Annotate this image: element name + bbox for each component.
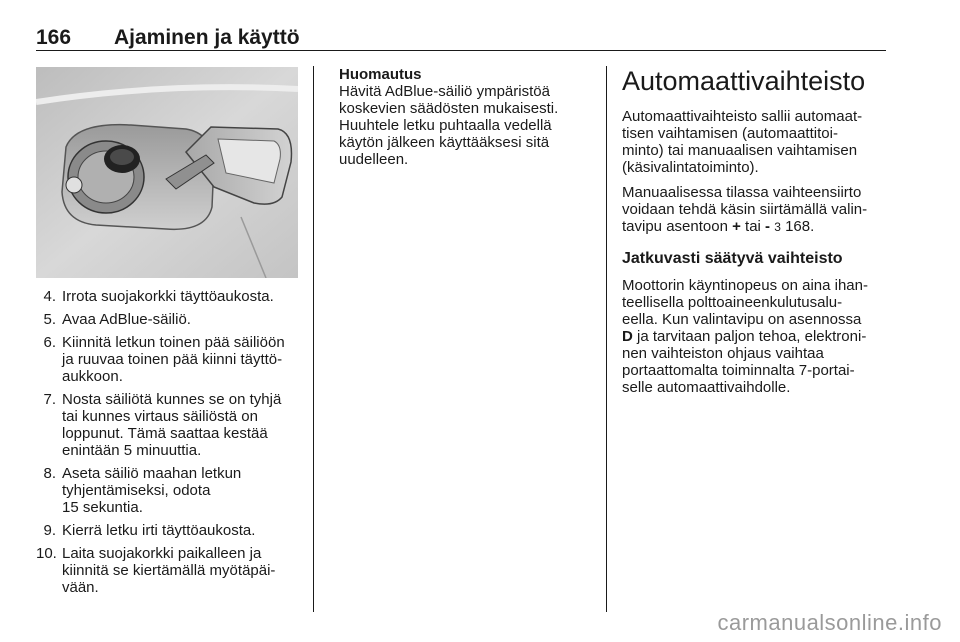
paragraph-text: Manuaalisessa tilassa vaihteensiirto voidaan tehdä käsin siirtämällä valin- tavipu asentoon bbox=[622, 184, 868, 235]
list-item bbox=[36, 545, 300, 596]
section-paragraph: Automaattivaihteisto sallii automaat- tisen vaihtamisen (automaattitoi- minto) tai manuaalisen vaihtamisen (käsivalintatoiminto). bbox=[622, 108, 863, 176]
illustration-filler-flap bbox=[36, 67, 298, 278]
paragraph-text: Moottorin käyntinopeus on aina ihan- teellisella polttoaineenkulutusalu- eella. Kun valintavipu on asennossa bbox=[622, 277, 868, 328]
note-title: Huomautus bbox=[339, 66, 422, 83]
header-divider bbox=[36, 50, 886, 51]
subsection-paragraph bbox=[622, 277, 890, 396]
page-header bbox=[36, 26, 886, 52]
section-title: Automaattivaihteisto bbox=[622, 66, 866, 96]
step-number: 7. bbox=[43, 391, 56, 408]
column-divider-2 bbox=[606, 66, 607, 612]
step-text: Kiinnitä letkun toinen pää säiliöön ja ruuvaa toinen pää kiinni täyttö- aukkoon. bbox=[62, 334, 285, 385]
list-item bbox=[36, 391, 300, 459]
step-text: Kierrä letku irti täyttöaukosta. bbox=[62, 522, 256, 539]
section-automatic-transmission bbox=[622, 66, 890, 404]
list-item bbox=[36, 288, 300, 305]
paragraph-text: ja tarvitaan paljon tehoa, elektroni- nen vaihteiston ohjaus vaihtaa portaattomalta toiminnalta 7-portai- selle automaattivaihdolle. bbox=[622, 328, 867, 396]
step-text: Nosta säiliötä kunnes se on tyhjä tai kunnes virtaus säiliöstä on loppunut. Tämä saattaa kestää enintään 5 minuuttia. bbox=[62, 391, 282, 459]
note-body: Hävitä AdBlue-säiliö ympäristöä koskevien säädösten mukaisesti. Huuhtele letku puhtaalla vedellä käytön jälkeen käyttääksesi sitä uudelleen. bbox=[339, 83, 559, 168]
gear-d-label: D bbox=[622, 328, 633, 345]
step-number: 4. bbox=[43, 288, 56, 305]
subsection-title: Jatkuvasti säätyvä vaihteisto bbox=[622, 250, 843, 267]
step-text: Aseta säiliö maahan letkun tyhjentämiseksi, odota 15 sekuntia. bbox=[62, 465, 242, 516]
list-item bbox=[36, 465, 300, 516]
step-number: 6. bbox=[43, 334, 56, 351]
paragraph-text: tai bbox=[740, 218, 766, 235]
note-block bbox=[339, 66, 589, 168]
step-number: 8. bbox=[43, 465, 56, 482]
watermark: carmanualsonline.info bbox=[717, 610, 942, 635]
page-title: Ajaminen ja käyttö bbox=[114, 26, 300, 49]
filler-flap-drawing bbox=[36, 67, 298, 278]
adblue-cap-top bbox=[110, 149, 134, 165]
step-text: Irrota suojakorkki täyttöaukosta. bbox=[62, 288, 274, 305]
list-item bbox=[36, 522, 300, 539]
procedure-steps bbox=[36, 288, 300, 602]
step-number: 9. bbox=[43, 522, 56, 539]
step-text: Avaa AdBlue-säiliö. bbox=[62, 311, 191, 328]
minus-symbol: - bbox=[765, 218, 771, 235]
step-number: 10. bbox=[36, 545, 57, 562]
step-number: 5. bbox=[43, 311, 56, 328]
cross-reference-icon: 3 bbox=[774, 220, 781, 234]
plus-symbol: + bbox=[732, 218, 741, 235]
list-item bbox=[36, 334, 300, 385]
page-number: 166 bbox=[36, 26, 72, 49]
step-text: Laita suojakorkki paikalleen ja kiinnitä se kiertämällä myötäpäi- vään. bbox=[62, 545, 276, 596]
paragraph-text: 168. bbox=[780, 218, 815, 235]
column-divider-1 bbox=[313, 66, 314, 612]
section-paragraph-manual-mode bbox=[622, 184, 890, 236]
fuel-cap-symbol bbox=[66, 177, 82, 193]
list-item bbox=[36, 311, 300, 328]
